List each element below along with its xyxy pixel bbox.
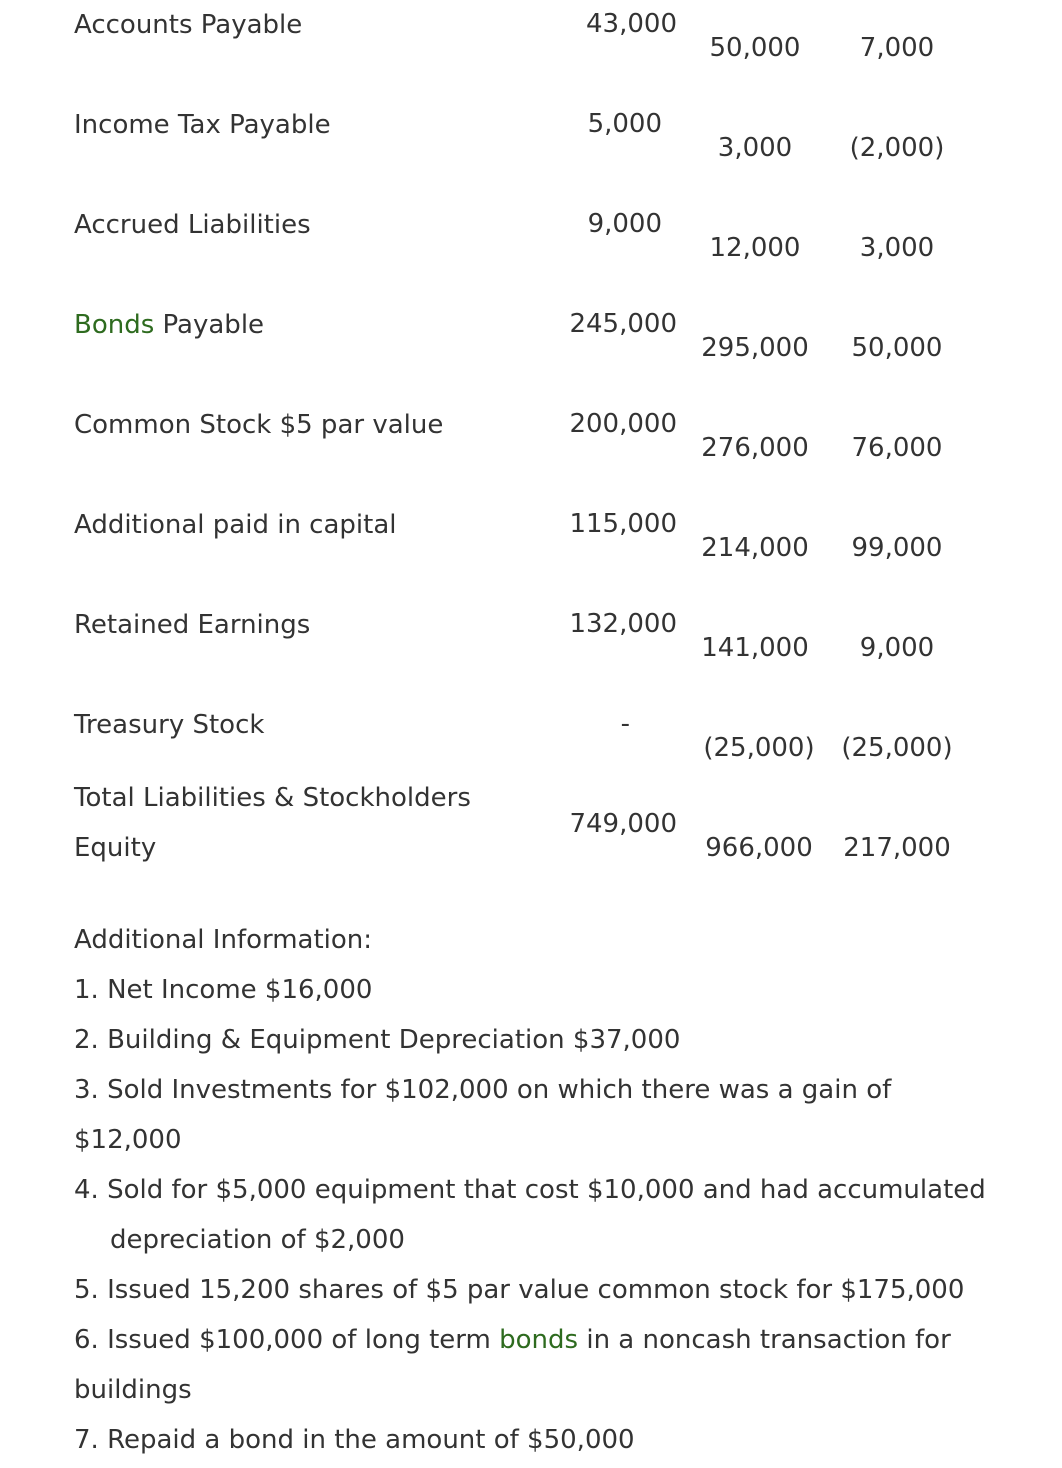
current-year-value: 214,000 xyxy=(701,533,809,563)
change-value: 50,000 xyxy=(851,333,943,363)
prior-year-value: 200,000 xyxy=(569,409,677,439)
prior-year-value: 43,000 xyxy=(586,9,677,39)
prior-year-value: 5,000 xyxy=(587,109,662,139)
prior-year-value: 9,000 xyxy=(587,209,662,239)
prior-year-value: 245,000 xyxy=(569,309,677,339)
row-label: Retained Earnings xyxy=(74,610,311,640)
info-item-6 xyxy=(74,1315,994,1365)
change-value: (2,000) xyxy=(849,133,945,163)
info-item-1: 1. Net Income $16,000 xyxy=(74,975,373,1005)
prior-year-value: 132,000 xyxy=(569,609,677,639)
prior-year-value: 749,000 xyxy=(569,809,677,839)
info-item-6-cont: buildings xyxy=(74,1375,192,1405)
info-item-4: 4. Sold for $5,000 equipment that cost $10,000 and had accumulated xyxy=(74,1175,986,1205)
current-year-value: 3,000 xyxy=(717,133,793,163)
change-value: (25,000) xyxy=(841,733,953,763)
current-year-value: 276,000 xyxy=(701,433,809,463)
info-item-6-pre: 6. Issued $100,000 of long term xyxy=(74,1325,500,1355)
info-item-5: 5. Issued 15,200 shares of $5 par value common stock for $175,000 xyxy=(74,1275,965,1305)
row-label: Income Tax Payable xyxy=(74,110,331,140)
current-year-value: (25,000) xyxy=(703,733,815,763)
additional-information xyxy=(74,915,994,1465)
prior-year-value: - xyxy=(620,709,630,739)
current-year-value: 141,000 xyxy=(701,633,809,663)
info-item-3-cont: $12,000 xyxy=(74,1125,182,1155)
info-item-2: 2. Building & Equipment Depreciation $37,000 xyxy=(74,1025,681,1055)
current-year-value: 50,000 xyxy=(709,33,801,63)
change-value: 7,000 xyxy=(859,33,935,63)
info-item-3: 3. Sold Investments for $102,000 on which there was a gain of xyxy=(74,1075,892,1105)
current-year-value: 295,000 xyxy=(701,333,809,363)
row-label xyxy=(74,300,264,350)
row-label-line1: Total Liabilities & Stockholders xyxy=(74,783,471,813)
row-label: Common Stock $5 par value xyxy=(74,410,444,440)
row-label: Accrued Liabilities xyxy=(74,210,311,240)
current-year-value: 12,000 xyxy=(709,233,801,263)
change-value: 3,000 xyxy=(859,233,935,263)
bonds-link[interactable]: bonds xyxy=(499,1325,579,1355)
bonds-link[interactable]: Bonds xyxy=(74,310,155,340)
info-item-7: 7. Repaid a bond in the amount of $50,000 xyxy=(74,1425,635,1455)
prior-year-value: 115,000 xyxy=(569,509,677,539)
change-value: 99,000 xyxy=(851,533,943,563)
row-label-line2: Equity xyxy=(74,833,157,863)
change-value: 76,000 xyxy=(851,433,943,463)
current-year-value: 966,000 xyxy=(705,833,813,863)
row-label-rest: Payable xyxy=(154,310,265,340)
change-value: 217,000 xyxy=(843,833,951,863)
change-value: 9,000 xyxy=(859,633,935,663)
info-item-4-cont: depreciation of $2,000 xyxy=(110,1225,405,1255)
row-label: Accounts Payable xyxy=(74,10,303,40)
row-label: Additional paid in capital xyxy=(74,510,397,540)
info-item-6-post: in a noncash transaction for xyxy=(578,1325,951,1355)
row-label: Treasury Stock xyxy=(74,710,265,740)
info-heading: Additional Information: xyxy=(74,925,373,955)
